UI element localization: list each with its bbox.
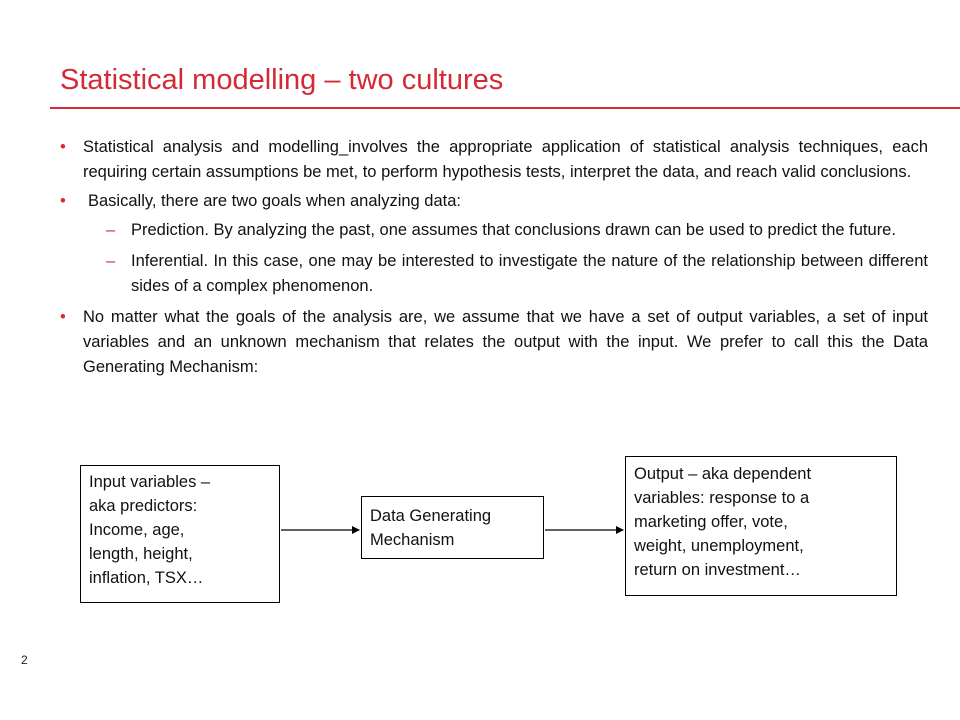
- sub-bullet-marker: –: [106, 221, 116, 239]
- input-variables-box: [80, 465, 280, 603]
- input-box-line: aka predictors:: [89, 497, 198, 515]
- mechanism-box-line: Mechanism: [370, 531, 455, 549]
- sub-bullet-text: Prediction. By analyzing the past, one assumes that conclusions drawn can be used to predict the future.: [131, 221, 896, 239]
- input-box-line: length, height,: [89, 545, 193, 563]
- output-box-line: weight, unemployment,: [634, 537, 804, 555]
- slide-title: Statistical modelling – two cultures: [60, 64, 504, 96]
- bullet-text: No matter what the goals of the analysis are, we assume that we have a set of output variables, a set of input variables and an unknown mechanism that relates the output with the input. We prefer to call this the Data Generating Mechanism:: [83, 308, 928, 376]
- bullet-marker: •: [60, 138, 66, 156]
- input-box-line: Income, age,: [89, 521, 185, 539]
- data-generating-mechanism-box: [361, 496, 544, 559]
- page-number: 2: [21, 653, 28, 667]
- output-box-line: variables: response to a: [634, 489, 810, 507]
- bullet-marker: •: [60, 192, 66, 210]
- output-variables-box: [625, 456, 897, 596]
- sub-bullet-marker: –: [106, 252, 116, 270]
- output-box-line: return on investment…: [634, 561, 801, 579]
- sub-bullet-text: Inferential. In this case, one may be interested to investigate the nature of the relationship between different sides of a complex phenomenon.: [131, 252, 928, 295]
- output-box-line: Output – aka dependent: [634, 465, 812, 483]
- bullet-text: Basically, there are two goals when analyzing data:: [88, 192, 461, 210]
- bullet-text: Statistical analysis and modelling_involves the appropriate application of statistical analysis techniques, each requiring certain assumptions be met, to perform hypothesis tests, interpret the data, and reach valid conclusions.: [83, 138, 928, 181]
- mechanism-box-line: Data Generating: [370, 507, 492, 525]
- input-box-line: inflation, TSX…: [89, 569, 204, 587]
- output-box-line: marketing offer, vote,: [634, 513, 788, 531]
- bullet-marker: •: [60, 308, 66, 326]
- input-box-line: Input variables –: [89, 473, 211, 491]
